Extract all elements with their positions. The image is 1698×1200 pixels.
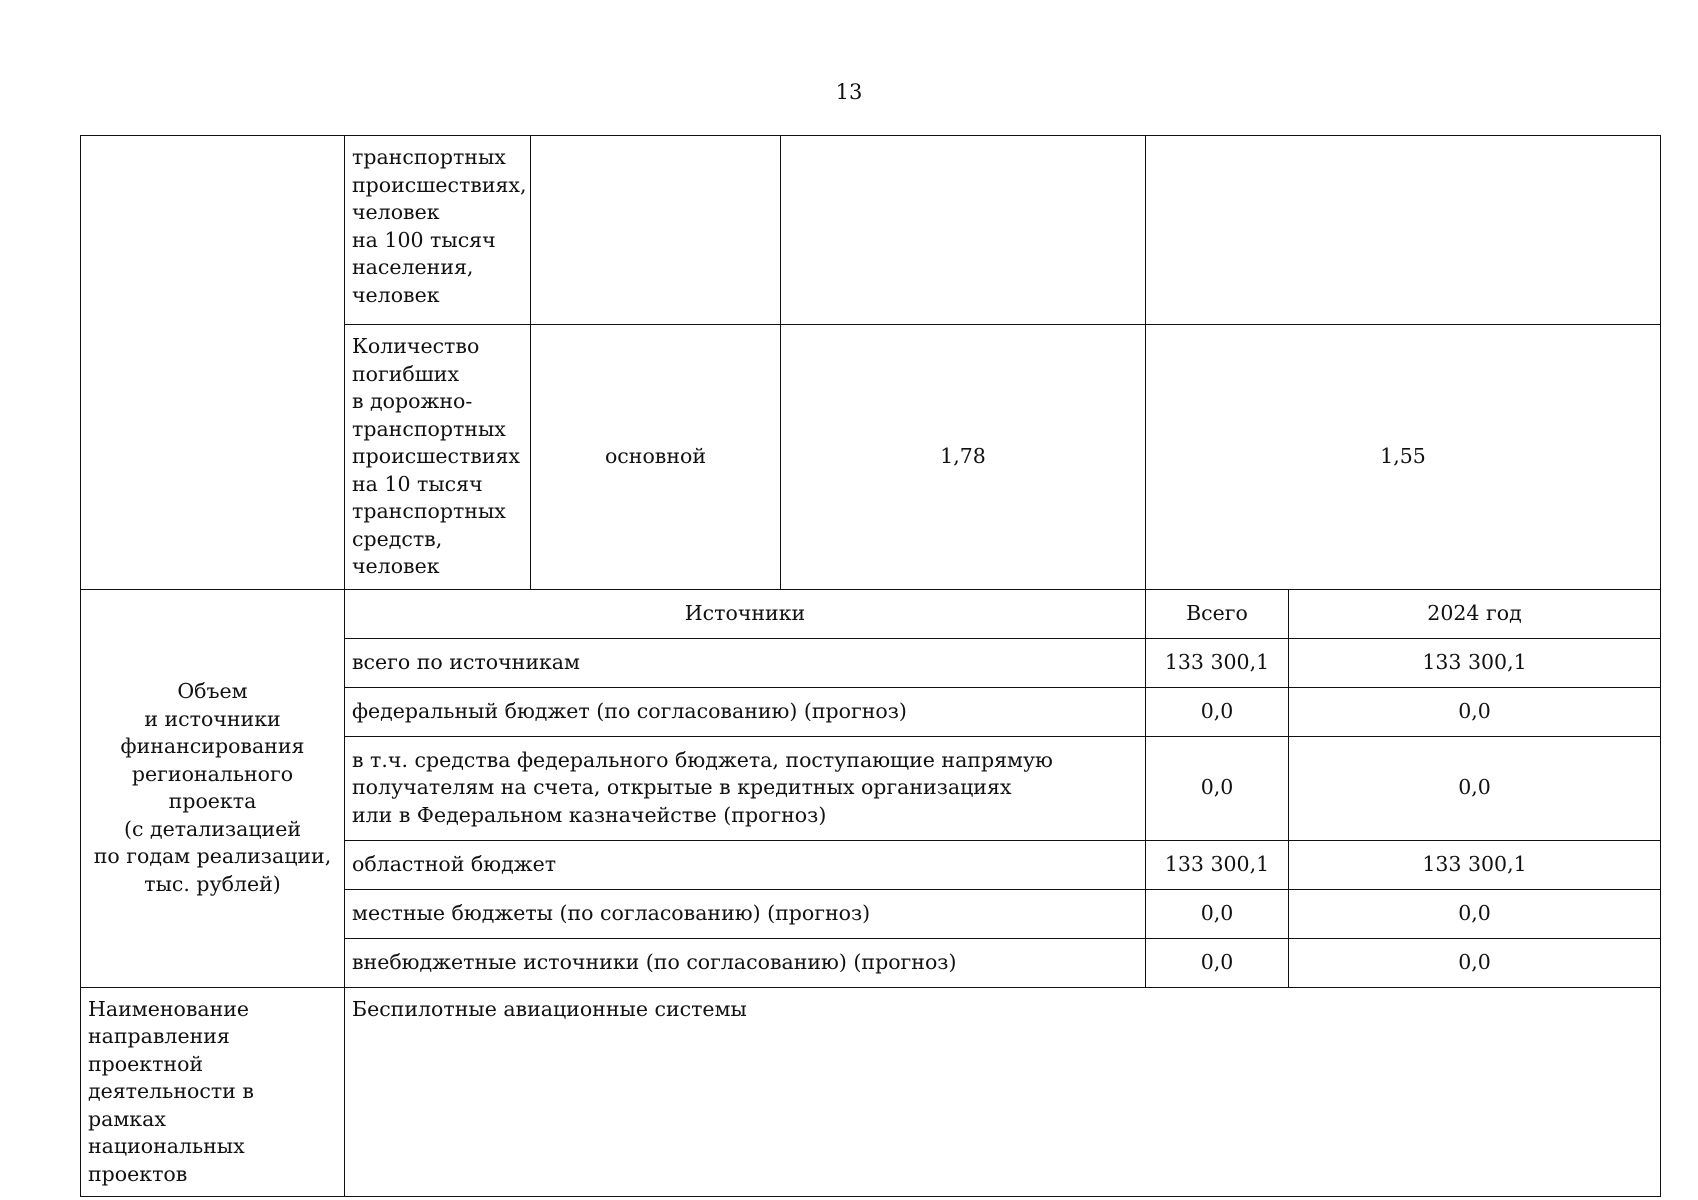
total-value: 0,0 [1146, 938, 1289, 987]
financing-header-row [81, 589, 1661, 638]
indicator-row [81, 136, 1661, 325]
financing-label-line: по годам реализации, [93, 844, 332, 868]
indicator-name-line: погибших [352, 361, 460, 386]
indicator-label-cell [81, 136, 345, 590]
source-cell [345, 736, 1146, 840]
indicator-name-line: транспортных [352, 145, 506, 169]
source-cell [345, 840, 1146, 889]
indicator-name-line: человек [352, 282, 440, 307]
indicator-type-cell [531, 136, 781, 325]
indicator-name-cell [345, 136, 531, 325]
total-header: Всего [1146, 589, 1289, 638]
financing-label-line: Объем [177, 679, 248, 703]
year-header: 2024 год [1289, 589, 1661, 638]
direction-value: Беспилотные авиационные системы [345, 987, 1661, 1197]
passport-table [80, 135, 1661, 1197]
source-line: федеральный бюджет (по согласованию) (прогноз) [352, 698, 907, 723]
indicator-type-cell: основной [531, 325, 781, 590]
direction-label-line: деятельности в рамках [88, 1079, 254, 1131]
year-value: 0,0 [1289, 687, 1661, 736]
page-number: 13 [835, 80, 863, 104]
source-line: в т.ч. средства федерального бюджета, поступающие напрямую [352, 747, 1053, 772]
indicator-name-line: Количество [352, 334, 480, 358]
source-cell [345, 687, 1146, 736]
indicator-target-value [1146, 136, 1661, 325]
year-value: 0,0 [1289, 736, 1661, 840]
total-value: 133 300,1 [1146, 840, 1289, 889]
indicator-name-line: происшествиях, [352, 172, 527, 197]
source-line: местные бюджеты (по согласованию) (прогноз) [352, 900, 871, 925]
source-line: внебюджетные источники (по согласованию) (прогноз) [352, 949, 957, 974]
financing-label-line: и источники [144, 706, 281, 731]
direction-label-line: Наименование [88, 996, 250, 1021]
total-value: 133 300,1 [1146, 638, 1289, 687]
indicator-name-line: человек [352, 200, 440, 224]
total-value: 0,0 [1146, 687, 1289, 736]
indicator-name-cell [345, 325, 531, 590]
direction-label-line: национальных проектов [88, 1134, 245, 1186]
source-line: получателям на счета, открытые в кредитных организациях [352, 775, 1012, 800]
source-cell [345, 889, 1146, 938]
direction-label-cell [81, 987, 345, 1197]
source-line: областной бюджет [352, 851, 557, 876]
indicator-target-value: 1,55 [1146, 325, 1661, 590]
year-value: 133 300,1 [1289, 840, 1661, 889]
indicator-name-line: транспортных [352, 416, 506, 441]
source-cell [345, 638, 1146, 687]
financing-label-line: (с детализацией [123, 816, 302, 841]
indicator-name-line: на 10 тысяч [352, 471, 483, 496]
year-value: 133 300,1 [1289, 638, 1661, 687]
total-value: 0,0 [1146, 736, 1289, 840]
source-line: или в Федеральном казначействе (прогноз) [352, 802, 827, 827]
total-value: 0,0 [1146, 889, 1289, 938]
year-value: 0,0 [1289, 938, 1661, 987]
financing-label-line: тыс. рублей) [144, 871, 281, 896]
financing-label-cell [81, 589, 345, 987]
source-line: всего по источникам [352, 649, 580, 674]
indicator-base-value [781, 136, 1146, 325]
financing-label-line: финансирования [120, 734, 305, 758]
indicator-name-line: в дорожно- [352, 389, 473, 413]
sources-header: Источники [345, 589, 1146, 638]
indicator-name-line: транспортных [352, 499, 506, 523]
indicator-name-line: населения, [352, 255, 474, 279]
indicator-base-value: 1,78 [781, 325, 1146, 590]
year-value: 0,0 [1289, 889, 1661, 938]
direction-label-line: направления проектной [88, 1024, 230, 1076]
financing-label-line: регионального проекта [131, 761, 294, 813]
indicator-name-line: средств, человек [352, 526, 443, 578]
indicator-name-line: на 100 тысяч [352, 227, 496, 252]
source-cell [345, 938, 1146, 987]
direction-row [81, 987, 1661, 1197]
indicator-name-line: происшествиях [352, 444, 520, 468]
